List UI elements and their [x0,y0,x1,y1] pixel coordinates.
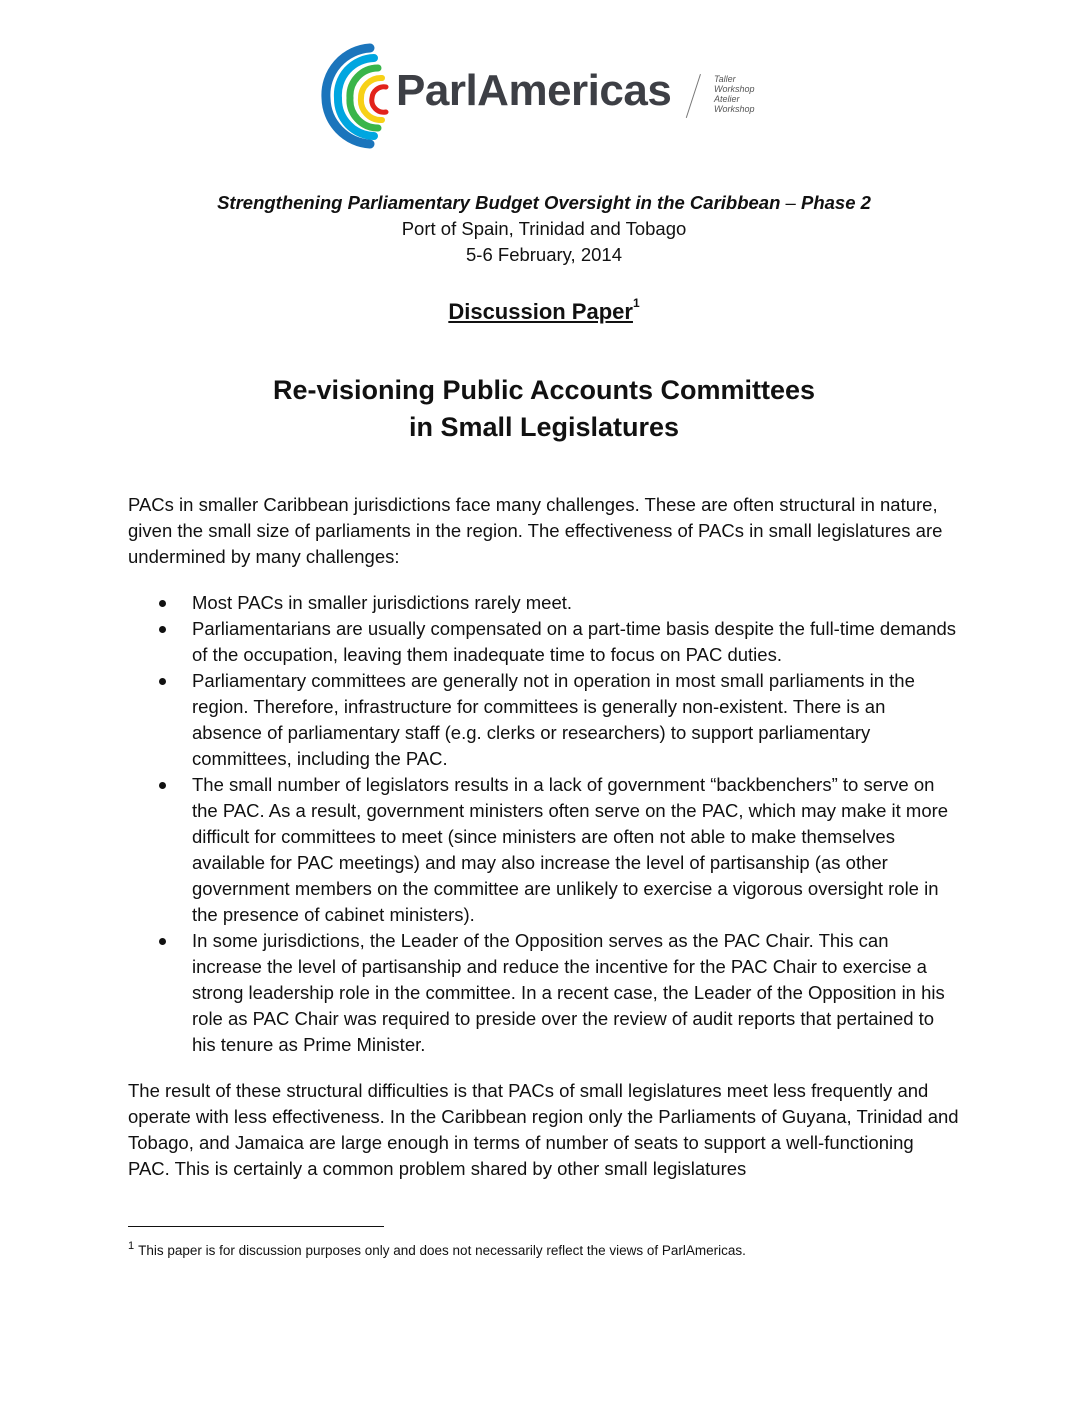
title-dash: – [785,192,796,213]
list-item-text: Parliamentarians are usually compensated on a part-time basis despite the full-time demands of the occupation, leaving them inadequate time to focus on PAC duties. [192,618,957,665]
list-item [128,616,960,668]
footnote-divider [128,1226,384,1227]
list-item [128,772,960,928]
intro-paragraph: PACs in smaller Caribbean jurisdictions face many challenges. These are often structural in nature, given the small size of parliaments in the region. The effectiveness of PACs in small legislatures are undermined by many challenges: [128,494,943,567]
logo-language: Workshop [714,104,755,114]
list-item [128,668,960,772]
bullet-icon [159,600,166,607]
bullet-icon [159,938,166,945]
bullet-icon [159,678,166,685]
logo-languages [710,74,755,114]
logo-language: Workshop [714,84,755,94]
bullet-icon [159,626,166,633]
paper-label [0,296,1088,325]
footnote-ref: 1 [632,296,640,310]
list-item-text: The small number of legislators results in a lack of government “backbenchers” to serve on the PAC. As a result, government ministers often serve on the PAC, which may make it more difficult for committees to meet (since ministers are often not able to make themselves available for PAC meetings) and may also increase the level of partisanship (as other government members on the committee are unlikely to exercise a vigorous oversight role in the presence of cabinet ministers). [192,774,949,925]
logo-language: Taller [714,74,736,84]
title-line: in Small Legislatures [408,412,680,442]
result-paragraph: The result of these structural difficulties is that PACs of small legislatures meet less frequently and operate with less effectiveness. In the Caribbean region only the Parliaments of Guyana, Trinidad and Tobago, and Jamaica are large enough in terms of number of seats to support a well-functioning PAC. This is certainly a common problem shared by other small legislatures [128,1080,959,1179]
workshop-phase: Phase 2 [800,192,871,213]
workshop-name: Strengthening Parliamentary Budget Oversight in the Caribbean [217,192,781,213]
footnote [128,1236,746,1261]
workshop-location: Port of Spain, Trinidad and Tobago [401,218,687,239]
workshop-title [0,190,1088,216]
list-item [128,590,960,616]
title-line: Re-visioning Public Accounts Committees [272,375,816,405]
list-item-text: Parliamentary committees are generally not in operation in most small parliaments in the region. Therefore, infrastructure for committees is generally non-existent. There is an absence of parliamentary staff (e.g. clerks or researchers) to support parliamentary committees, including the PAC. [192,670,915,769]
paper-label-text: Discussion Paper [448,299,633,324]
list-item [128,928,960,1058]
list-item-text: In some jurisdictions, the Leader of the Opposition serves as the PAC Chair. This can increase the level of partisanship and reduce the incentive for the PAC Chair to exercise a strong leadership role in the committee. In a recent case, the Leader of the Opposition in his role as PAC Chair was required to preside over the review of audit reports that pertained to his tenure as Prime Minister. [192,930,945,1055]
logo-divider [686,74,701,118]
challenges-list [128,590,960,1058]
parlamericas-logo [318,40,788,150]
bullet-icon [159,782,166,789]
document-title [0,372,1088,446]
list-item-text: Most PACs in smaller jurisdictions rarely meet. [192,592,573,613]
footnote-text: This paper is for discussion purposes only and does not necessarily reflect the views of ParlAmericas. [138,1243,746,1258]
workshop-date: 5-6 February, 2014 [466,244,622,265]
logo-language: Atelier [714,94,740,104]
footnote-number: 1 [128,1240,135,1252]
logo-wordmark: ParlAmericas [396,66,672,115]
